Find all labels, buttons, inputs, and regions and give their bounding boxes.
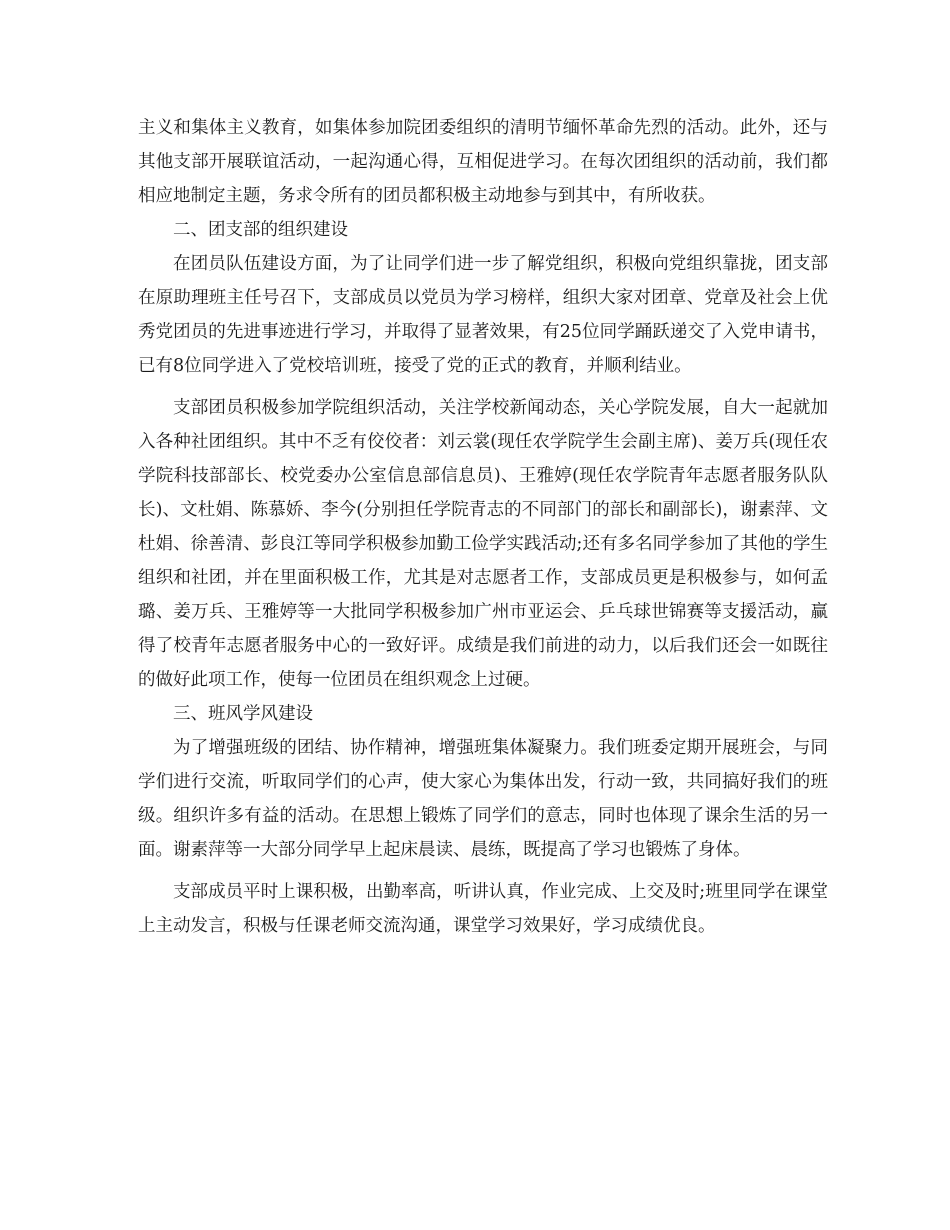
paragraph-continuation: 主义和集体主义教育，如集体参加院团委组织的清明节缅怀革命先烈的活动。此外，还与其他支部开展联谊活动，一起沟通心得，互相促进学习。在每次团组织的活动前，我们都相应地制定主题，务求令所有的团员都积极主动地参与到其中，有所收获。 bbox=[138, 118, 828, 206]
paragraph-member-activities: 支部团员积极参加学院组织活动，关注学校新闻动态，关心学院发展，自大一起就加入各种社团组织。其中不乏有佼佼者：刘云裳(现任农学院学生会副主席)、姜万兵(现任农学院科技部部长、校党委办公室信息部信息员)、王雅婷(现任农学院青年志愿者服务队队长)、文杜娟、陈慕娇、李今(分别担任学院青志的不同部门的部长和副部长)，谢素萍、文杜娟、徐善清、彭良江等同学积极参加勤工俭学实践活动;还有多名同学参加了其他的学生组织和社团，并在里面积极工作，尤其是对志愿者工作，支部成员更是积极参与，如何孟璐、姜万兵、王雅婷等一大批同学积极参加广州市亚运会、乒乓球世锦赛等支援活动，赢得了校青年志愿者服务中心的一致好评。成绩是我们前进的动力，以后我们还会一如既往的做好此项工作，使每一位团员在组织观念上过硬。 bbox=[138, 398, 828, 690]
paragraph-member-building: 在团员队伍建设方面，为了让同学们进一步了解党组织，积极向党组织靠拢，团支部在原助理班主任号召下，支部成员以党员为学习榜样，组织大家对团章、党章及社会上优秀党团员的先进事迹进行学习，并取得了显著效果，有25位同学踊跃递交了入党申请书，已有8位同学进入了党校培训班，接受了党的正式的教育，并顺利结业。 bbox=[138, 254, 828, 376]
paragraph-class-cohesion: 为了增强班级的团结、协作精神，增强班集体凝聚力。我们班委定期开展班会，与同学们进行交流，听取同学们的心声，使大家心为集体出发，行动一致，共同搞好我们的班级。组织许多有益的活动。在思想上锻炼了同学们的意志，同时也体现了课余生活的另一面。谢素萍等一大部分同学早上起床晨读、晨练，既提高了学习也锻炼了身体。 bbox=[138, 738, 828, 860]
section-heading-class-style: 三、班风学风建设 bbox=[173, 704, 313, 724]
document-body bbox=[138, 111, 828, 943]
paragraph-study-performance: 支部成员平时上课积极，出勤率高，听讲认真，作业完成、上交及时;班里同学在课堂上主动发言，积极与任课老师交流沟通，课堂学习效果好，学习成绩优良。 bbox=[138, 882, 828, 936]
section-heading-organization: 二、团支部的组织建设 bbox=[173, 220, 348, 240]
